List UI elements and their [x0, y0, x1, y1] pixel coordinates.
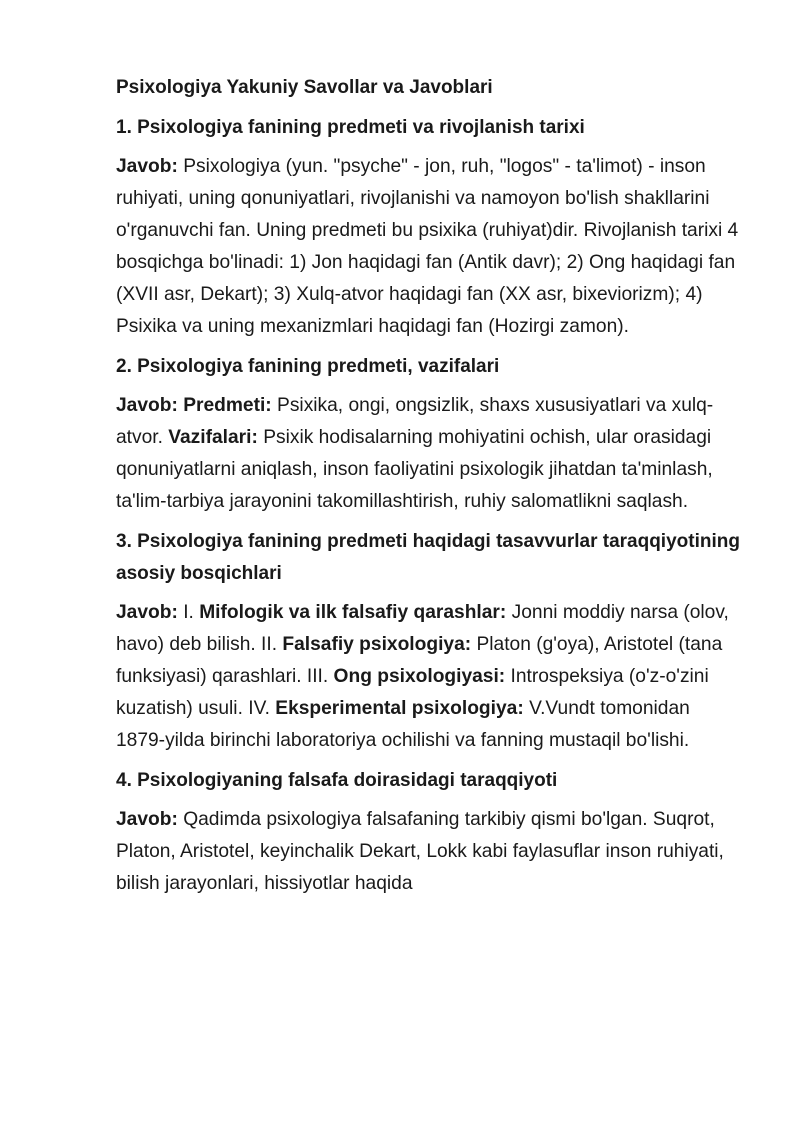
- section-heading-1: 1. Psixologiya fanining predmeti va rivojlanish tarixi: [116, 117, 585, 138]
- term-vazifalari: Vazifalari:: [168, 427, 258, 448]
- answer-label: Javob:: [116, 395, 178, 416]
- answer-text: Psixika, ongi, ongsizlik, shaxs xususiyatlari va xulq-atvor.: [116, 395, 714, 448]
- term-predmeti: Predmeti:: [177, 395, 272, 416]
- section-heading-3: 3. Psixologiya fanining predmeti haqidagi tasavvurlar taraqqiyotining asosiy bosqichlari: [116, 531, 740, 584]
- answer-text: Platon (g'oya), Aristotel (tana funksiyasi) qarashlari. III.: [116, 634, 723, 687]
- answer-text: V.Vundt tomonidan 1879-yilda birinchi laboratoriya ochilishi va fanning mustaqil bo'lishi.: [116, 698, 690, 751]
- answer-text: Jonni moddiy narsa (olov, havo) deb bilish. II.: [116, 602, 729, 655]
- section-heading-4: 4. Psixologiyaning falsafa doirasidagi taraqqiyoti: [116, 770, 558, 791]
- document-title: Psixologiya Yakuniy Savollar va Javoblari: [116, 77, 493, 98]
- section-heading-2: 2. Psixologiya fanining predmeti, vazifalari: [116, 356, 500, 377]
- section-answer-1: [116, 151, 740, 343]
- answer-text: Psixik hodisalarning mohiyatini ochish, ular orasidagi qonuniyatlarni aniqlash, inson faoliyatini psixologik jihatdan ta'minlash, ta'lim-tarbiya jarayonini takomillashtirish, ruhiy salomatlikni saqlash.: [116, 427, 713, 512]
- answer-label: Javob:: [116, 809, 178, 830]
- answer-text: I.: [177, 602, 200, 623]
- section-answer-4: [116, 804, 740, 900]
- answer-label: Javob:: [116, 156, 178, 177]
- answer-text: Qadimda psixologiya falsafaning tarkibiy qismi bo'lgan. Suqrot, Platon, Aristotel, keyinchalik Dekart, Lokk kabi faylasuflar inson ruhiyati, bilish jarayonlari, hissiyotlar haqida: [116, 809, 724, 894]
- answer-text: Introspeksiya (o'z-o'zini kuzatish) usuli. IV.: [116, 666, 709, 719]
- section-answer-3: [116, 597, 740, 757]
- term-mifologik: Mifologik va ilk falsafiy qarashlar:: [199, 602, 507, 623]
- answer-text: Psixologiya (yun. "psyche" - jon, ruh, "logos" - ta'limot) - inson ruhiyati, uning qonuniyatlari, rivojlanishi va namoyon bo'lish shakllarini o'rganuvchi fan. Uning predmeti bu psixika (ruhiyat)dir. Rivojlanish tarixi 4 bosqichga bo'linadi: 1) Jon haqidagi fan (Antik davr); 2) Ong haqidagi fan (XVII asr, Dekart); 3) Xulq-atvor haqidagi fan (XX asr, bixeviorizm); 4) Psixika va uning mexanizmlari haqidagi fan (Hozirgi zamon).: [116, 156, 739, 337]
- term-eksperimental: Eksperimental psixologiya:: [275, 698, 524, 719]
- term-ong: Ong psixologiyasi:: [333, 666, 506, 687]
- term-falsafiy: Falsafiy psixologiya:: [282, 634, 472, 655]
- answer-label: Javob:: [116, 602, 178, 623]
- section-answer-2: [116, 390, 740, 518]
